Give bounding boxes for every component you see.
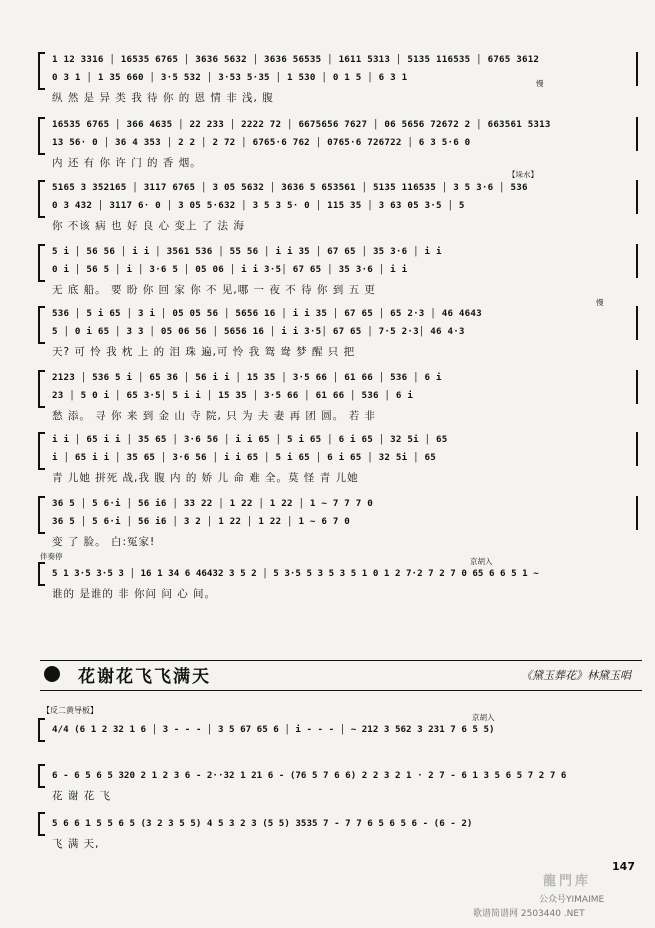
- system-brace: [38, 244, 45, 282]
- song-lyrics: 飞 满 天,: [52, 838, 100, 850]
- lower-voice: i │ 65 i i │ 35 65 │ 3·6 56 │ i i 65 │ 5 i 65 │ 6 i 65 │ 32 5i │ 65: [52, 452, 436, 463]
- lyrics-line: 无 底 船。 要 盼 你 回 家 你 不 见,哪 一 夜 不 待 你 到 五 更: [52, 284, 376, 296]
- lower-voice: 5 │ 0 i 65 │ 3 3 │ 05 06 56 │ 5656 16 │ i i 3·5│ 67 65 │ 7·5 2·3│ 46 4·3: [52, 326, 465, 337]
- section-title: 花谢花飞飞满天: [78, 667, 211, 687]
- watermark-site-2: 歌谱简谱网 2503440 .NET: [473, 909, 585, 919]
- lyrics-line: 青 儿她 拼死 战,我 腹 内 的 娇 儿 命 难 全。莫 怪 青 儿她: [52, 472, 359, 484]
- interlude-notes: 5 1 3·5 3·5 3 │ 16 1 34 6 46432 3 5 2 │ 5 3·5 5 3 5 3 5 1 0 1 2 7·2 7 2 7 0 65 6 6 5 1 ~: [52, 568, 539, 579]
- interlude-label: 伴奏停: [40, 552, 63, 561]
- interlude-line: [38, 562, 638, 602]
- music-system-3: [38, 170, 638, 240]
- system-brace: [38, 306, 45, 344]
- music-system-5: [38, 298, 638, 366]
- final-barline: [636, 244, 638, 278]
- upper-voice: 2123 │ 536 5 i │ 65 36 │ 56 i i │ 15 35 │ 3·5 66 │ 61 66 │ 536 │ 6 i: [52, 372, 442, 383]
- system-brace: [38, 52, 45, 90]
- song-notes: 5 6 6 1 5 5 6 5 (3 2 3 5 5) 4 5 3 2 3 (5 5) 3535 7 - 7 7 6 5 6 5 6 - (6 - 2): [52, 818, 473, 829]
- upper-voice: 5165 3 352165 │ 3117 6765 │ 3 05 5632 │ 3636 5 653561 │ 5135 116535 │ 3 5 3·6 │ 536: [52, 182, 528, 193]
- final-barline: [636, 117, 638, 151]
- lyrics-line: 天? 可 怜 我 枕 上 的 泪 珠 遍,可 怜 我 鸳 鸯 梦 醒 只 把: [52, 346, 356, 358]
- final-barline: [636, 306, 638, 340]
- song-line-2: [38, 764, 638, 804]
- system-brace: [38, 117, 45, 155]
- music-system-7: [38, 432, 638, 492]
- final-barline: [636, 52, 638, 86]
- system-brace: [38, 496, 45, 534]
- lower-voice: 0 i │ 56 5 │ i │ 3·6 5 │ 05 06 │ i i 3·5│ 67 65 │ 35 3·6 │ i i: [52, 264, 408, 275]
- lyrics-line: 愁 添。 寻 你 来 到 金 山 寺 院, 只 为 夫 妻 再 团 圆。 若 非: [52, 410, 376, 422]
- upper-voice: 16535 6765 │ 366 4635 │ 22 233 │ 2222 72 │ 6675656 7627 │ 06 5656 72672 2 │ 663561 5313: [52, 119, 551, 130]
- upper-voice: 5 i │ 56 56 │ i i │ 3561 536 │ 55 56 │ i i 35 │ 67 65 │ 35 3·6 │ i i: [52, 246, 442, 257]
- song-lyrics: 花 谢 花 飞: [52, 790, 112, 802]
- system-brace: [38, 562, 45, 586]
- system-brace: [38, 180, 45, 218]
- music-system-4: [38, 244, 638, 304]
- tempo-label: 【反二黄导板】: [42, 706, 98, 715]
- upper-voice: 536 │ 5 i 65 │ 3 i │ 05 05 56 │ 5656 16 │ i i 35 │ 67 65 │ 65 2·3 │ 46 4643: [52, 308, 482, 319]
- song-notes: 6 - 6 5 6 5 320 2 1 2 3 6 - 2··32 1 21 6 - (76 5 7 6 6) 2 2 3 2 1 · 2 7 - 6 1 3 5 6 5 7 2 7 6: [52, 770, 567, 781]
- system-brace: [38, 370, 45, 408]
- section-bullet-icon: [44, 666, 60, 682]
- lyrics-line: 变 了 脸。 白:冤家!: [52, 536, 156, 548]
- lower-voice: 0 3 1 │ 1 35 660 │ 3·5 532 │ 3·53 5·35 │ 1 530 │ 0 1 5 │ 6 3 1: [52, 72, 408, 83]
- lower-voice: 23 │ 5 0 i │ 65 3·5│ 5 i i │ 15 35 │ 3·5 66 │ 61 66 │ 536 │ 6 i: [52, 390, 414, 401]
- system-brace: [38, 432, 45, 470]
- section-attribution: 《黛玉葬花》林黛玉唱: [521, 669, 631, 682]
- upper-voice: i i │ 65 i i │ 35 65 │ 3·6 56 │ i i 65 │ 5 i 65 │ 6 i 65 │ 32 5i │ 65: [52, 434, 448, 445]
- song-line-annotation: 京胡入: [472, 713, 495, 722]
- lyrics-line: 你 不该 病 也 好 良 心 变上 了 法 海: [52, 220, 245, 232]
- final-barline: [636, 496, 638, 530]
- interlude-lyrics: 谁的 是谁的 非 你问 问 心 间。: [52, 588, 217, 600]
- song-line-1: [38, 718, 638, 752]
- song-notes: 4/4 (6 1 2 32 1 6 │ 3 - - - │ 3 5 67 65 6 │ i - - - │ ~ 212 3 562 3 231 7 6 5 5): [52, 724, 495, 735]
- final-barline: [636, 432, 638, 466]
- final-barline: [636, 180, 638, 214]
- section-rule-top: [40, 660, 642, 661]
- music-system-1: [38, 52, 638, 112]
- section-marker: 【垛水】: [508, 170, 538, 179]
- interlude-label-2: 京胡入: [470, 557, 493, 566]
- page-number: 147: [612, 860, 635, 873]
- watermark: [473, 870, 645, 926]
- tempo-annotation: 慢: [596, 298, 604, 307]
- lower-voice: 0 3 432 │ 3117 6· 0 │ 3 05 5·632 │ 3 5 3 5· 0 │ 115 35 │ 3 63 05 3·5 │ 5: [52, 200, 465, 211]
- music-system-8: [38, 496, 638, 556]
- watermark-site: 公众号YIMAIME: [539, 895, 605, 905]
- lyrics-line: 内 还 有 你 许 门 的 香 烟。: [52, 157, 202, 169]
- section-rule-bottom: [40, 690, 642, 691]
- tempo-annotation: 慢: [536, 79, 544, 88]
- lower-voice: 13 56· 0 │ 36 4 353 │ 2 2 │ 2 72 │ 6765·6 762 │ 0765·6 726722 │ 6 3 5·6 0: [52, 137, 471, 148]
- upper-voice: 1 12 3316 │ 16535 6765 │ 3636 5632 │ 3636 56535 │ 1611 5313 │ 5135 116535 │ 6765 3612: [52, 54, 540, 65]
- system-brace: [38, 764, 45, 788]
- system-brace: [38, 812, 45, 836]
- lower-voice: 36 5 │ 5 6·i │ 56 i6 │ 3 2 │ 1 22 │ 1 22 │ 1 ~ 6 7 0: [52, 516, 351, 527]
- music-system-6: [38, 370, 638, 430]
- upper-voice: 36 5 │ 5 6·i │ 56 i6 │ 33 22 │ 1 22 │ 1 22 │ 1 ~ 7 7 7 0: [52, 498, 373, 509]
- lyrics-line: 纵 然 是 异 类 我 待 你 的 恩 情 非 浅, 腹: [52, 92, 274, 104]
- music-system-2: [38, 117, 638, 177]
- song-line-3: [38, 812, 638, 852]
- final-barline: [636, 370, 638, 404]
- system-brace: [38, 718, 45, 742]
- watermark-brand: 龍門库: [543, 874, 592, 889]
